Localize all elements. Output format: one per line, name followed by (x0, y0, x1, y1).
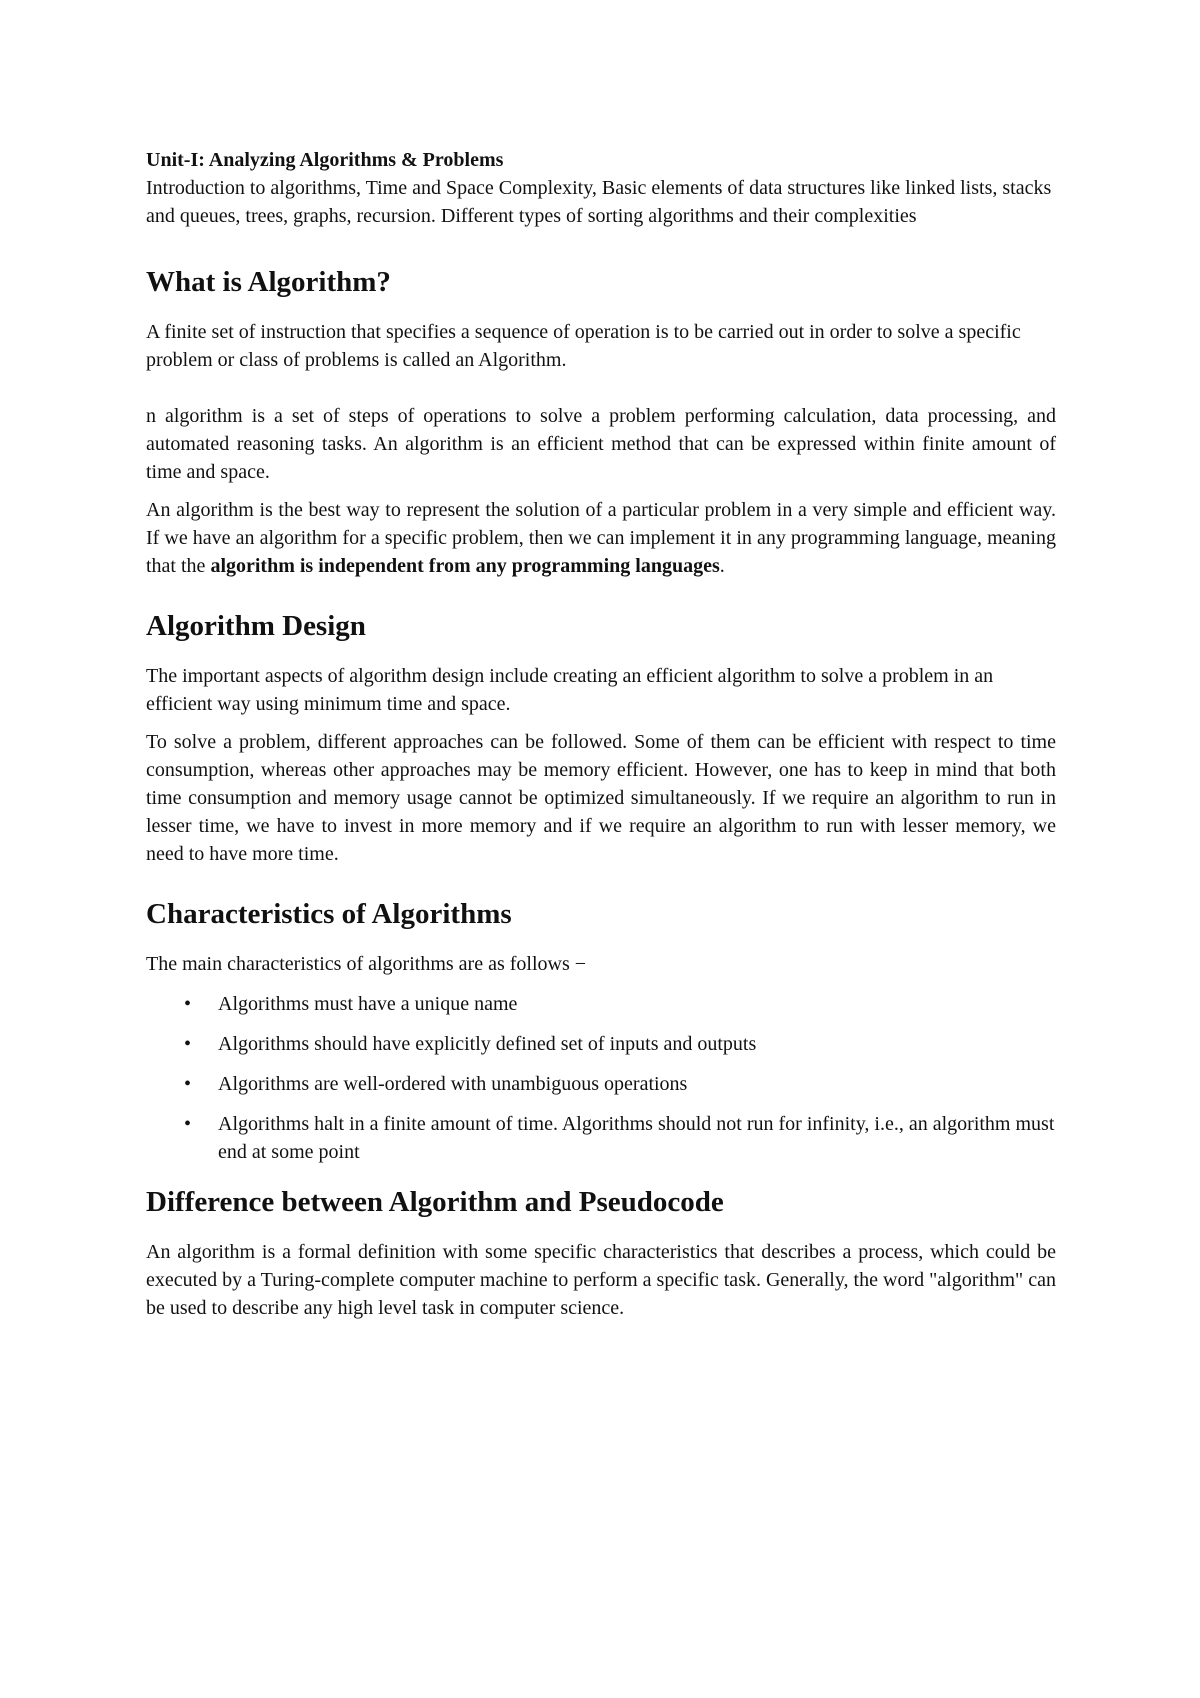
heading-what-is-algorithm: What is Algorithm? (146, 266, 391, 298)
what-paragraph-3 (146, 496, 1056, 580)
list-item (146, 990, 1056, 1018)
heading-algorithm-design: Algorithm Design (146, 610, 366, 642)
bullet-icon: • (184, 993, 192, 1015)
design-paragraph-1: The important aspects of algorithm design include creating an efficient algorithm to solve a problem in an efficient way using minimum time and space. (146, 665, 994, 715)
list-item (146, 1030, 1056, 1058)
list-item (146, 1110, 1056, 1166)
list-item-text: Algorithms should have explicitly defined set of inputs and outputs (218, 1033, 757, 1055)
design-paragraph-2: To solve a problem, different approaches can be followed. Some of them can be efficient with respect to time consumption, whereas other approaches may be memory efficient. However, one has to keep in mind that both time consumption and memory usage cannot be optimized simultaneously. If we require an algorithm to run in lesser time, we have to invest in more memory and if we require an algorithm to run with lesser memory, we need to have more time. (146, 731, 1056, 865)
what-paragraph-3-end: . (719, 555, 725, 577)
document-page (146, 146, 1056, 1322)
heading-difference: Difference between Algorithm and Pseudocode (146, 1186, 724, 1218)
heading-characteristics: Characteristics of Algorithms (146, 898, 512, 930)
difference-paragraph-1: An algorithm is a formal definition with some specific characteristics that describes a process, which could be executed by a Turing-complete computer machine to perform a specific task. Generally, the word "algorithm" can be used to describe any high level task in computer science. (146, 1241, 1056, 1319)
unit-description: Introduction to algorithms, Time and Space Complexity, Basic elements of data structures like linked lists, stacks and queues, trees, graphs, recursion. Different types of sorting algorithms and their complexities (146, 177, 1052, 227)
what-paragraph-3-start: An algorithm is the best way to represent the solution of a particular problem in a very simple and efficient way. If we have an algorithm for a specific problem, then we can implement it in any programming language, meaning that the (146, 499, 1056, 577)
list-item (146, 1070, 1056, 1098)
list-item-text: Algorithms must have a unique name (218, 993, 518, 1015)
list-item-text: Algorithms are well-ordered with unambiguous operations (218, 1073, 688, 1095)
bullet-icon: • (184, 1033, 192, 1055)
bullet-icon: • (184, 1113, 192, 1135)
what-paragraph-1: A finite set of instruction that specifies a sequence of operation is to be carried out in order to solve a specific problem or class of problems is called an Algorithm. (146, 321, 1021, 371)
what-paragraph-2: n algorithm is a set of steps of operations to solve a problem performing calculation, data processing, and automated reasoning tasks. An algorithm is an efficient method that can be expressed within finite amount of time and space. (146, 405, 1056, 483)
characteristics-intro: The main characteristics of algorithms are as follows − (146, 953, 587, 975)
list-item-text: Algorithms halt in a finite amount of time. Algorithms should not run for infinity, i.e., an algorithm must end at some point (218, 1113, 1055, 1163)
what-paragraph-3-bold: algorithm is independent from any programming languages (210, 555, 720, 577)
unit-title: Unit-I: Analyzing Algorithms & Problems (146, 149, 504, 171)
bullet-icon: • (184, 1073, 192, 1095)
characteristics-list (146, 990, 1056, 1166)
